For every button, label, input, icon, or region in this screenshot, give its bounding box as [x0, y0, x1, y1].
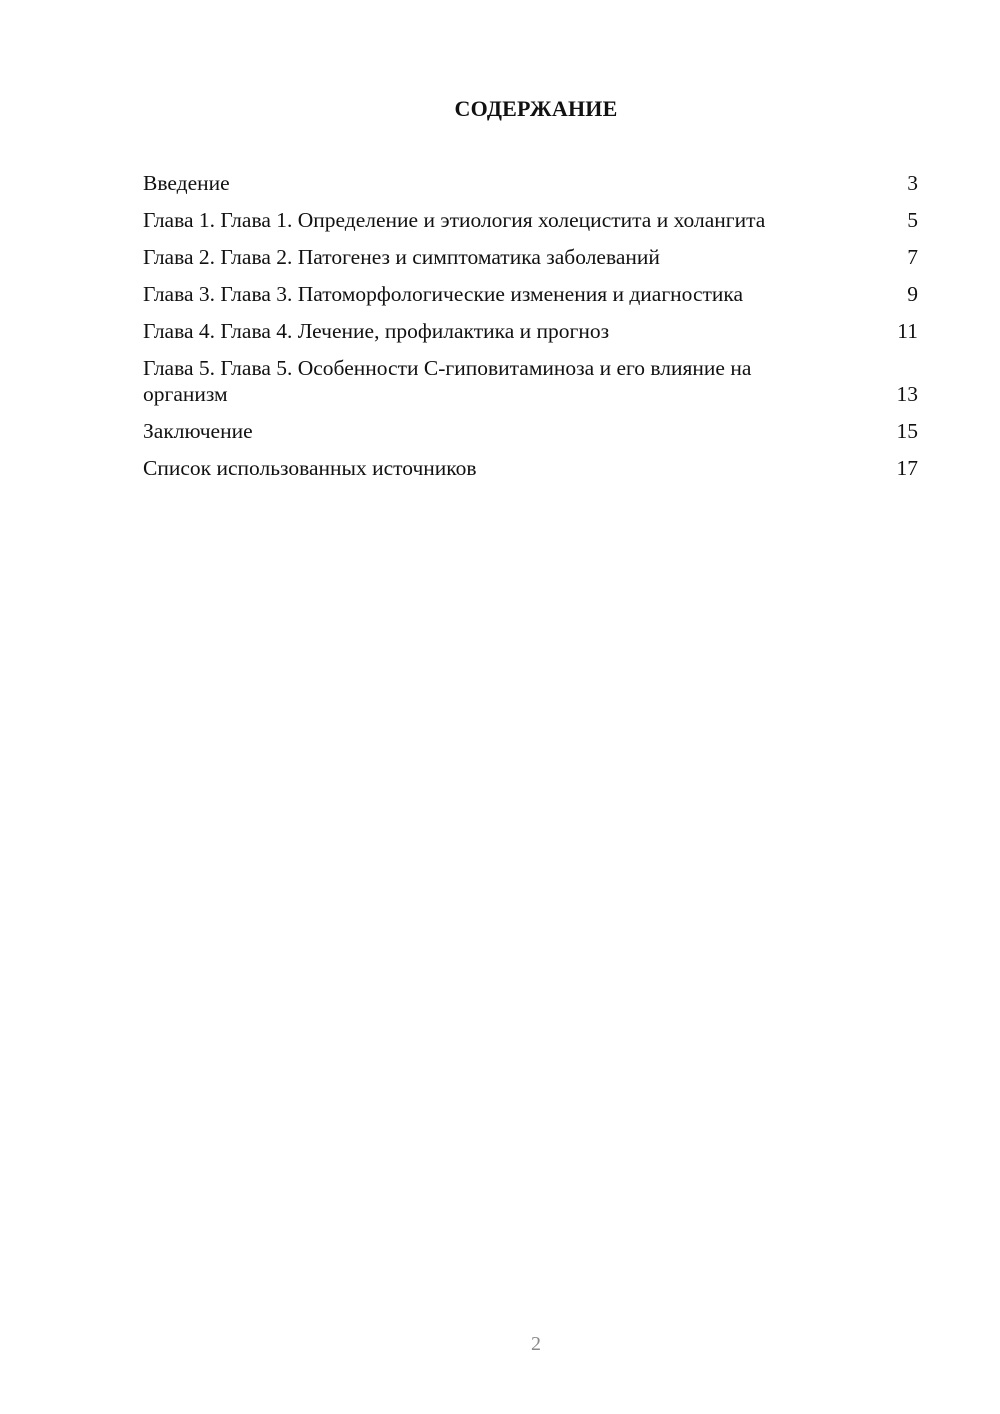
toc-entry-text: Глава 4. Глава 4. Лечение, профилактика и прогноз: [143, 319, 610, 343]
toc-entry-chapter-3[interactable]: [143, 281, 918, 307]
page-title: СОДЕРЖАНИЕ: [454, 96, 618, 121]
toc-entry-chapter-5[interactable]: [143, 355, 918, 407]
toc-entry-chapter-2[interactable]: [143, 244, 918, 270]
toc-entry-text: Заключение: [143, 419, 253, 443]
toc-entry-page: 15: [896, 419, 918, 443]
toc-entry-page: 3: [907, 171, 918, 195]
toc-entry-page: 9: [907, 282, 918, 306]
toc-entry-text: Список использованных источников: [143, 456, 477, 480]
toc-entry-text: Глава 2. Глава 2. Патогенез и симптоматика заболеваний: [143, 245, 660, 269]
toc-entry-conclusion[interactable]: [143, 418, 918, 444]
toc-entry-references[interactable]: [143, 455, 918, 481]
toc-entry-text: Глава 1. Глава 1. Определение и этиология холецистита и холангита: [143, 208, 766, 232]
toc-entry-chapter-4[interactable]: [143, 318, 918, 344]
toc-entry-page: 13: [896, 382, 918, 406]
toc-entry-page: 11: [897, 319, 918, 343]
toc-entry-text: Глава 3. Глава 3. Патоморфологические изменения и диагностика: [143, 282, 744, 306]
toc-entry-page: 17: [896, 456, 918, 480]
toc-entry-page: 7: [907, 245, 918, 269]
toc-entry-introduction[interactable]: [143, 170, 918, 196]
toc-entry-text: Введение: [143, 171, 230, 195]
toc-entry-text: Глава 5. Глава 5. Особенности С-гиповитаминоза и его влияние на организм: [143, 356, 752, 406]
toc-entry-page: 5: [907, 208, 918, 232]
toc-entry-chapter-1[interactable]: [143, 207, 918, 233]
table-of-contents: [143, 170, 918, 492]
page-number: 2: [531, 1333, 541, 1355]
